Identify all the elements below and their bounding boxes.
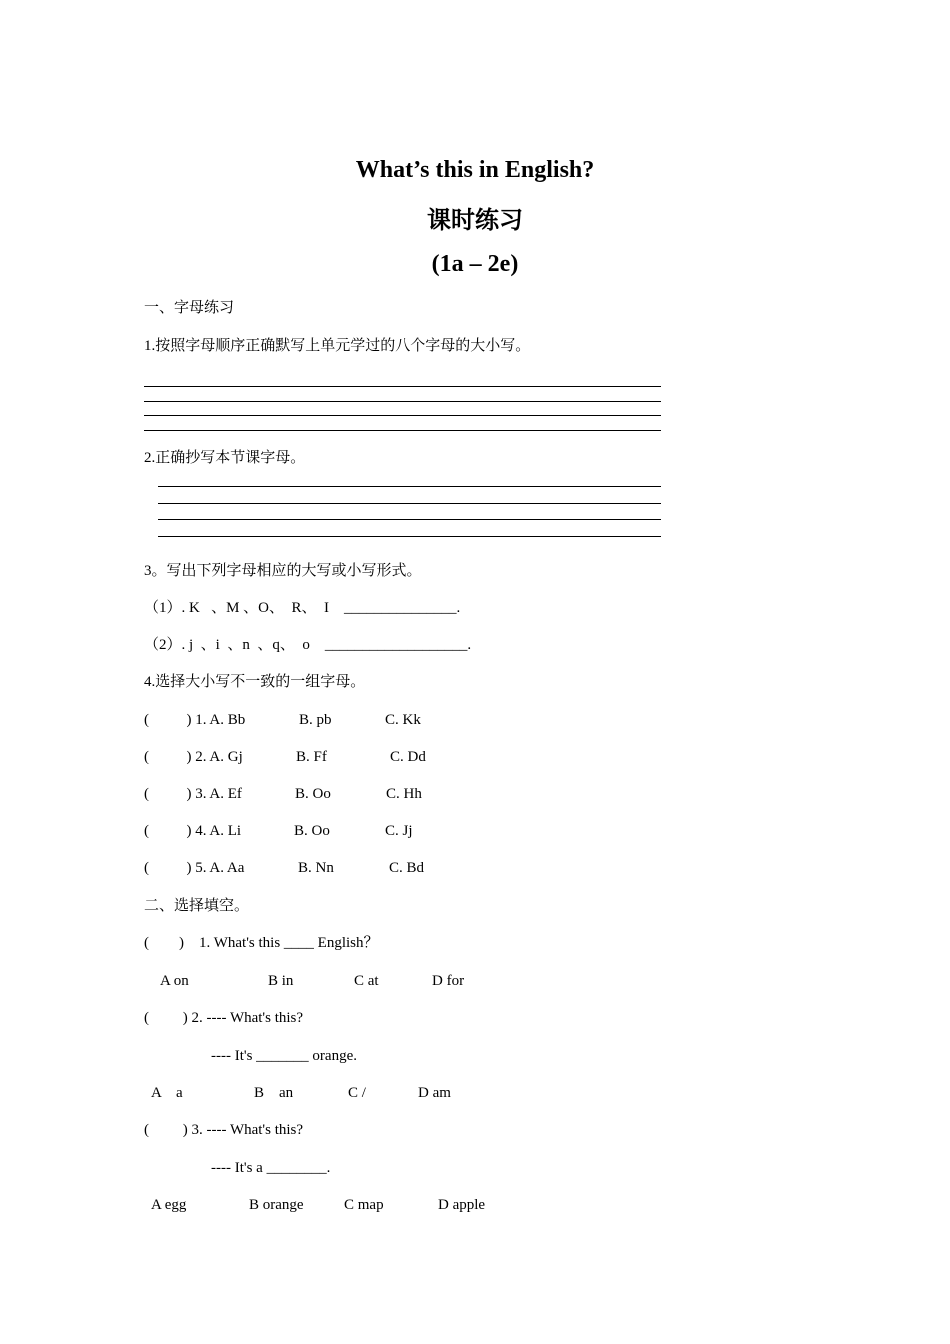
writing-line[interactable]	[158, 519, 661, 520]
lesson-range: (1a – 2e)	[431, 251, 519, 277]
q4-item-num: ( ) 2. A. Gj	[144, 749, 243, 765]
q4-item-num: ( ) 3. A. Ef	[144, 786, 242, 802]
question-1-3-part2: （2）. j 、i 、n 、q、 o ___________________.	[144, 637, 472, 653]
worksheet-title: What’s this in English?	[355, 157, 595, 183]
q4-item-option-b: B. Ff	[296, 749, 327, 765]
q4-item-option-c: C. Jj	[385, 823, 413, 839]
writing-line[interactable]	[144, 430, 661, 431]
q2-3-option-b: B orange	[249, 1197, 304, 1213]
q2-2-option-b: B an	[254, 1085, 294, 1101]
q2-2-option-c: C /	[348, 1085, 366, 1101]
question-2-2: ( ) 2. ---- What's this?	[144, 1010, 304, 1026]
question-1-1: 1.按照字母顺序正确默写上单元学过的八个字母的大小写。	[144, 338, 531, 354]
q4-item-option-b: B. Oo	[294, 823, 330, 839]
question-2-1: ( ) 1. What's this ____ English？	[144, 935, 379, 951]
writing-line[interactable]	[144, 401, 661, 402]
section1-heading: 一、字母练习	[144, 300, 235, 316]
q2-1-option-a: A on	[160, 973, 189, 989]
question-1-2: 2.正确抄写本节课字母。	[144, 450, 306, 466]
writing-line[interactable]	[158, 536, 661, 537]
q2-1-option-c: C at	[354, 973, 379, 989]
question-2-3: ( ) 3. ---- What's this?	[144, 1122, 304, 1138]
q2-3-option-d: D apple	[438, 1197, 486, 1213]
question-1-4: 4.选择大小写不一致的一组字母。	[144, 674, 366, 690]
section2-heading: 二、选择填空。	[144, 898, 250, 914]
worksheet-subtitle: 课时练习	[427, 208, 523, 234]
q2-2-option-a: A a	[151, 1085, 183, 1101]
q4-item-num: ( ) 1. A. Bb	[144, 712, 246, 728]
q4-item-option-b: B. Oo	[295, 786, 331, 802]
question-1-3: 3。写出下列字母相应的大写或小写形式。	[144, 563, 422, 579]
q4-item-option-c: C. Bd	[389, 860, 425, 876]
q2-1-option-b: B in	[268, 973, 294, 989]
question-2-3-answer-line: ---- It's a ________.	[211, 1160, 331, 1176]
q4-item-option-c: C. Dd	[390, 749, 426, 765]
writing-line[interactable]	[144, 386, 661, 387]
q2-3-option-a: A egg	[151, 1197, 187, 1213]
writing-line[interactable]	[158, 486, 661, 487]
writing-line[interactable]	[158, 503, 661, 504]
question-2-2-answer-line: ---- It's _______ orange.	[211, 1048, 357, 1064]
q4-item-option-c: C. Kk	[385, 712, 421, 728]
q2-2-option-d: D am	[418, 1085, 451, 1101]
q2-1-option-d: D for	[432, 973, 465, 989]
q4-item-option-b: B. pb	[299, 712, 332, 728]
q4-item-option-b: B. Nn	[298, 860, 334, 876]
question-1-3-part1: （1）. K 、M 、O、 R、 I _______________.	[144, 600, 461, 616]
q4-item-num: ( ) 5. A. Aa	[144, 860, 245, 876]
q4-item-option-c: C. Hh	[386, 786, 422, 802]
writing-line[interactable]	[144, 415, 661, 416]
q4-item-num: ( ) 4. A. Li	[144, 823, 242, 839]
q2-3-option-c: C map	[344, 1197, 384, 1213]
